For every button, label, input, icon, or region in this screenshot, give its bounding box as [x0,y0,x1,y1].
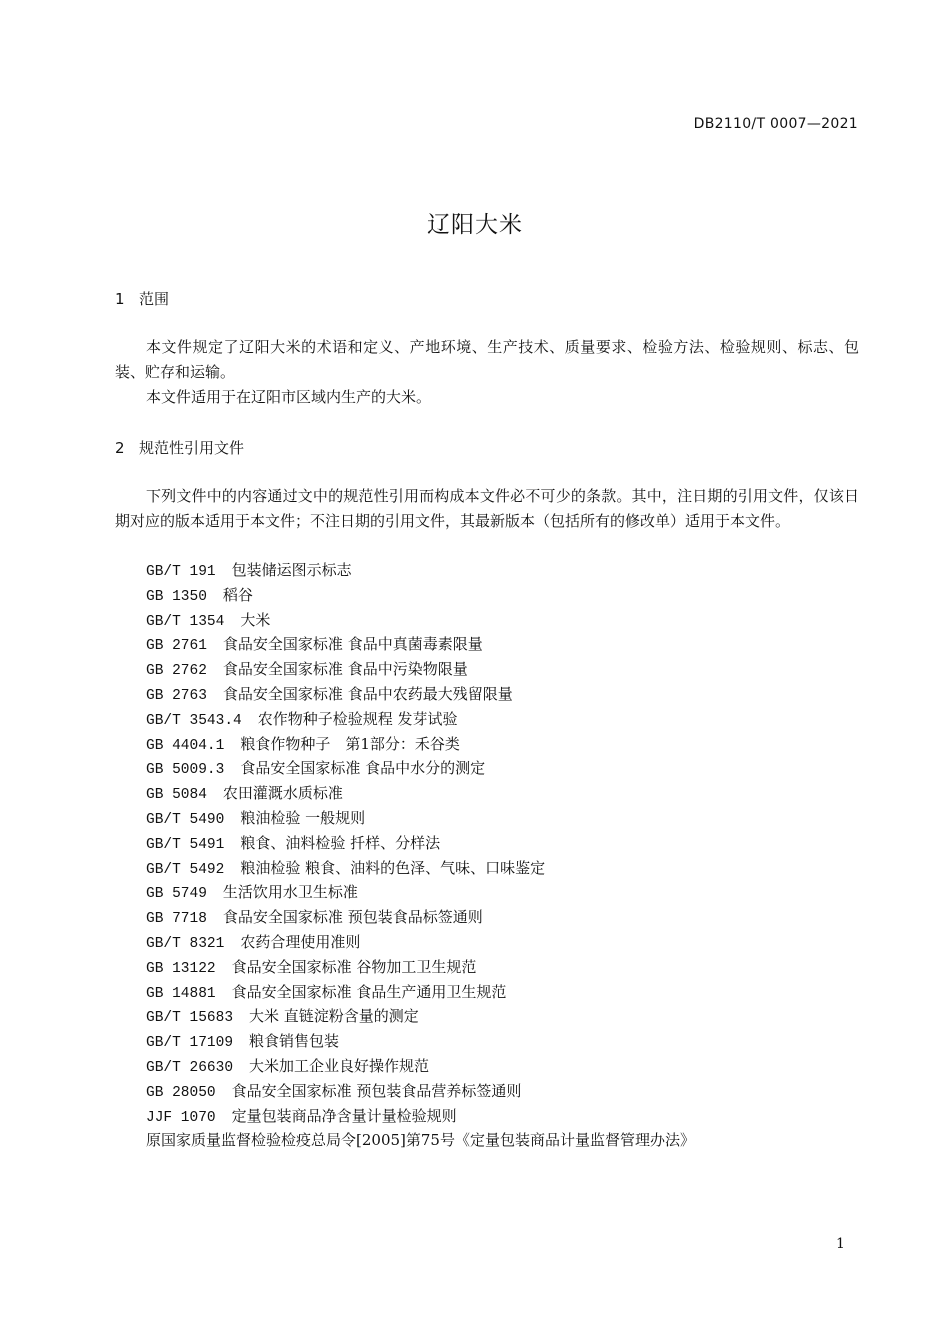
page-number: 1 [836,1236,845,1252]
document-title: 辽阳大米 [427,212,523,238]
reference-title: 农药合理使用准则 [240,932,361,951]
reference-title: 粮食销售包装 [249,1032,340,1051]
reference-title: 粮油检验 一般规则 [240,808,366,827]
reference-code: GB 13122 [146,960,216,977]
reference-title: 粮食作物种子 第1部分：禾谷类 [240,734,460,753]
reference-title: 原国家质量监督检验检疫总局令[2005]第75号《定量包装商品计量监督管理办法》 [146,1131,695,1150]
scope-paragraph-2: 本文件适用于在辽阳市区域内生产的大米。 [146,388,432,406]
reference-item [146,905,695,930]
reference-item [146,558,695,583]
reference-title: 食品安全国家标准 食品中真菌毒素限量 [222,635,483,654]
reference-title: 食品安全国家标准 食品生产通用卫生规范 [231,982,507,1001]
reference-title: 食品安全国家标准 食品中农药最大残留限量 [222,684,513,703]
reference-title: 定量包装商品净含量计量检验规则 [231,1106,457,1125]
reference-item [146,657,695,682]
reference-item [146,608,695,633]
reference-item [146,682,695,707]
reference-item [146,806,695,831]
reference-code: GB 2761 [146,638,207,655]
reference-item [146,1054,695,1079]
reference-code: GB 5009.3 [146,762,225,779]
reference-code: GB/T 17109 [146,1035,234,1052]
reference-item [146,980,695,1005]
reference-title: 农田灌溉水质标准 [222,784,343,803]
reference-code: GB 28050 [146,1084,216,1101]
reference-title: 食品安全国家标准 预包装食品营养标签通则 [231,1081,522,1100]
reference-item [146,880,695,905]
reference-item [146,632,695,657]
reference-title: 农作物种子检验规程 发芽试验 [257,709,458,728]
section-title: 范围 [139,290,170,308]
reference-code: GB/T 26630 [146,1059,234,1076]
reference-title: 食品安全国家标准 食品中污染物限量 [222,660,468,679]
reference-code: GB 2762 [146,663,207,680]
section-number: 1 [115,290,125,308]
section-heading-scope [115,288,169,309]
reference-code: GB 4404.1 [146,737,225,754]
reference-item [146,955,695,980]
reference-code: GB/T 5490 [146,811,225,828]
reference-title: 生活饮用水卫生标准 [222,883,358,902]
reference-code: GB/T 8321 [146,935,225,952]
reference-item [146,1079,695,1104]
reference-title: 粮油检验 粮食、油料的色泽、气味、口味鉴定 [240,858,546,877]
reference-item [146,930,695,955]
reference-code: GB 14881 [146,985,216,1002]
reference-code: GB/T 191 [146,564,216,580]
reference-code: GB/T 1354 [146,613,225,630]
reference-title: 稻谷 [222,585,253,604]
reference-code: GB 1350 [146,588,207,605]
reference-item [146,707,695,732]
document-code: DB2110/T 0007—2021 [693,116,858,132]
reference-title: 食品安全国家标准 谷物加工卫生规范 [231,957,477,976]
reference-title: 粮食、油料检验 扦样、分样法 [240,833,441,852]
reference-title: 大米 直链淀粉含量的测定 [249,1007,419,1026]
reference-code: GB 2763 [146,687,207,704]
reference-title: 食品安全国家标准 食品中水分的测定 [240,759,486,778]
section-number: 2 [115,439,125,457]
reference-item [146,781,695,806]
reference-code: GB 5084 [146,787,207,804]
reference-code: GB 5749 [146,886,207,903]
reference-list [146,558,695,1153]
reference-item [146,1104,695,1129]
reference-title: 大米 [240,610,271,629]
reference-title: 包装储运图示标志 [231,561,352,579]
reference-code: GB/T 5491 [146,836,225,853]
references-intro-paragraph: 下列文件中的内容通过文中的规范性引用而构成本文件必不可少的条款。其中，注日期的引用文件，仅该日期对应的版本适用于本文件；不注日期的引用文件，其最新版本（包括所有的修改单）适用于本文件。 [115,487,859,530]
reference-code: GB 7718 [146,911,207,928]
reference-item [146,1128,695,1153]
scope-paragraph-1: 本文件规定了辽阳大米的术语和定义、产地环境、生产技术、质量要求、检验方法、检验规则、标志、包装、贮存和运输。 [115,338,859,381]
section-title: 规范性引用文件 [139,439,245,457]
reference-item [146,831,695,856]
section-heading-references [115,437,244,458]
reference-item [146,732,695,757]
reference-title: 大米加工企业良好操作规范 [249,1056,430,1075]
reference-title: 食品安全国家标准 预包装食品标签通则 [222,908,483,927]
reference-item [146,856,695,881]
reference-item [146,583,695,608]
reference-item [146,1004,695,1029]
reference-code: GB/T 15683 [146,1010,234,1027]
reference-code: GB/T 5492 [146,861,225,878]
reference-item [146,1029,695,1054]
reference-code: JJF 1070 [146,1109,216,1126]
reference-code: GB/T 3543.4 [146,712,242,729]
reference-item [146,756,695,781]
